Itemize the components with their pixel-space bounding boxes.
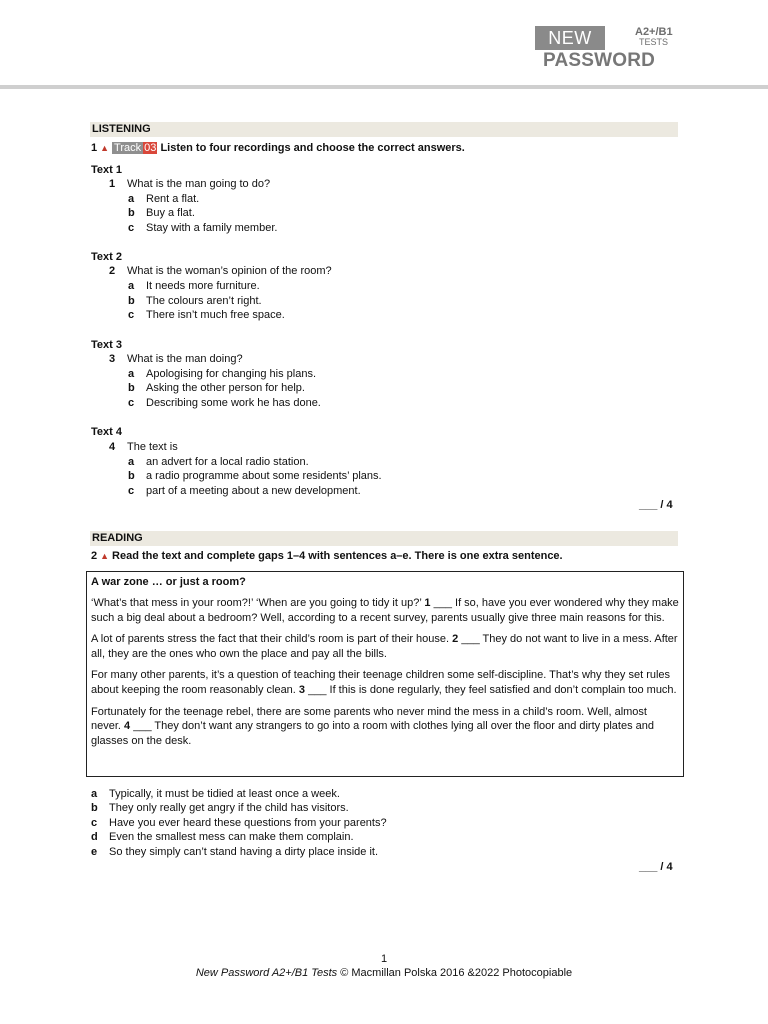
option-2b[interactable]: b The colours aren’t right. [128, 295, 262, 307]
answer-a[interactable]: a Typically, it must be tidied at least once a week. [91, 788, 340, 800]
option-4b[interactable]: b a radio programme about some residents’ plans. [128, 470, 382, 482]
gap-3[interactable]: 3 [298, 683, 306, 696]
answer-b[interactable]: b They only really get angry if the child has visitors. [91, 802, 349, 814]
reading-paragraph-3: For many other parents, it’s a question of teaching their teenage children some self-discipline. That’s why they set rules about keeping the room reasonably clean. 3 ___ If this is done regularly, they feel satisfied and don’t complain too much. [91, 669, 677, 696]
option-3c[interactable]: c Describing some work he has done. [128, 397, 321, 409]
track-number[interactable]: 03 [144, 142, 157, 154]
page-number: 1 [380, 953, 388, 965]
graduation-cap-icon: ▲ [100, 143, 110, 153]
option-2c[interactable]: c There isn’t much free space. [128, 309, 285, 321]
option-1a[interactable]: a Rent a flat. [128, 193, 200, 205]
logo-new: NEW [535, 26, 605, 50]
reading-instruction [91, 549, 563, 563]
text-3-heading: Text 3 [91, 339, 122, 351]
listening-score[interactable]: ___ / 4 [639, 499, 673, 511]
instruction-text: Listen to four recordings and choose the correct answers. [160, 142, 465, 154]
header-rule [0, 85, 768, 89]
text-2-heading: Text 2 [91, 251, 122, 263]
reading-text-box [86, 571, 684, 777]
question-2: 2 What is the woman’s opinion of the room? [109, 265, 332, 277]
graduation-cap-icon: ▲ [100, 551, 110, 561]
exercise-number: 1 [91, 142, 98, 154]
copyright-text: © Macmillan Polska 2016 &2022 Photocopiable [337, 967, 573, 979]
gap-4[interactable]: 4 [124, 720, 131, 733]
book-title: New Password A2+/B1 Tests [195, 967, 338, 979]
instruction-text: Read the text and complete gaps 1–4 with sentences a–e. There is one extra sentence. [112, 550, 563, 562]
footer-copyright [0, 967, 768, 979]
text-4-heading: Text 4 [91, 426, 122, 438]
logo [535, 26, 685, 70]
question-4: 4 The text is [109, 441, 178, 453]
answer-d[interactable]: d Even the smallest mess can make them complain. [91, 831, 354, 843]
logo-level: A2+/B1 [635, 26, 673, 38]
reading-paragraph-1: ‘What’s that mess in your room?!’ ‘When are you going to tidy it up?’ 1 ___ If so, have you ever wondered why they make such a big deal about a bedroom? Well, according to a recent survey, parents usually give three main reasons for this. [91, 597, 679, 624]
logo-password: PASSWORD [543, 50, 656, 71]
option-4a[interactable]: a an advert for a local radio station. [128, 456, 309, 468]
exercise-number: 2 [91, 550, 98, 562]
gap-2[interactable]: 2 [452, 633, 459, 646]
question-3: 3 What is the man doing? [109, 353, 243, 365]
reading-heading: READING [90, 531, 678, 546]
option-3b[interactable]: b Asking the other person for help. [128, 382, 305, 394]
reading-title: A war zone … or just a room? [91, 576, 246, 588]
track-label[interactable]: Track [114, 142, 142, 154]
option-3a[interactable]: a Apologising for changing his plans. [128, 368, 317, 380]
reading-paragraph-4: Fortunately for the teenage rebel, there are some parents who never mind the mess in a child’s room. Well, almost never. 4 ___ They don’t want any strangers to go into a room with clothes lying all over the floor and dirty plates and glasses on the desk. [91, 705, 654, 747]
answer-c[interactable]: c Have you ever heard these questions from your parents? [91, 817, 387, 829]
answer-e[interactable]: e So they simply can’t stand having a dirty place inside it. [91, 846, 379, 858]
question-1: 1 What is the man going to do? [109, 178, 271, 190]
text-1-heading: Text 1 [91, 164, 122, 176]
option-2a[interactable]: a It needs more furniture. [128, 280, 260, 292]
listening-heading: LISTENING [90, 122, 678, 137]
listening-instruction [91, 141, 465, 155]
option-1c[interactable]: c Stay with a family member. [128, 222, 278, 234]
reading-paragraph-2: A lot of parents stress the fact that their child’s room is part of their house. 2 ___ They do not want to live in a mess. After all, they are the ones who own the place and pay all the bills. [91, 633, 678, 660]
logo-tests: TESTS [639, 37, 669, 47]
gap-1[interactable]: 1 [424, 597, 431, 609]
option-4c[interactable]: c part of a meeting about a new development. [128, 485, 361, 497]
reading-score[interactable]: ___ / 4 [639, 861, 673, 873]
option-1b[interactable]: b Buy a flat. [128, 207, 195, 219]
